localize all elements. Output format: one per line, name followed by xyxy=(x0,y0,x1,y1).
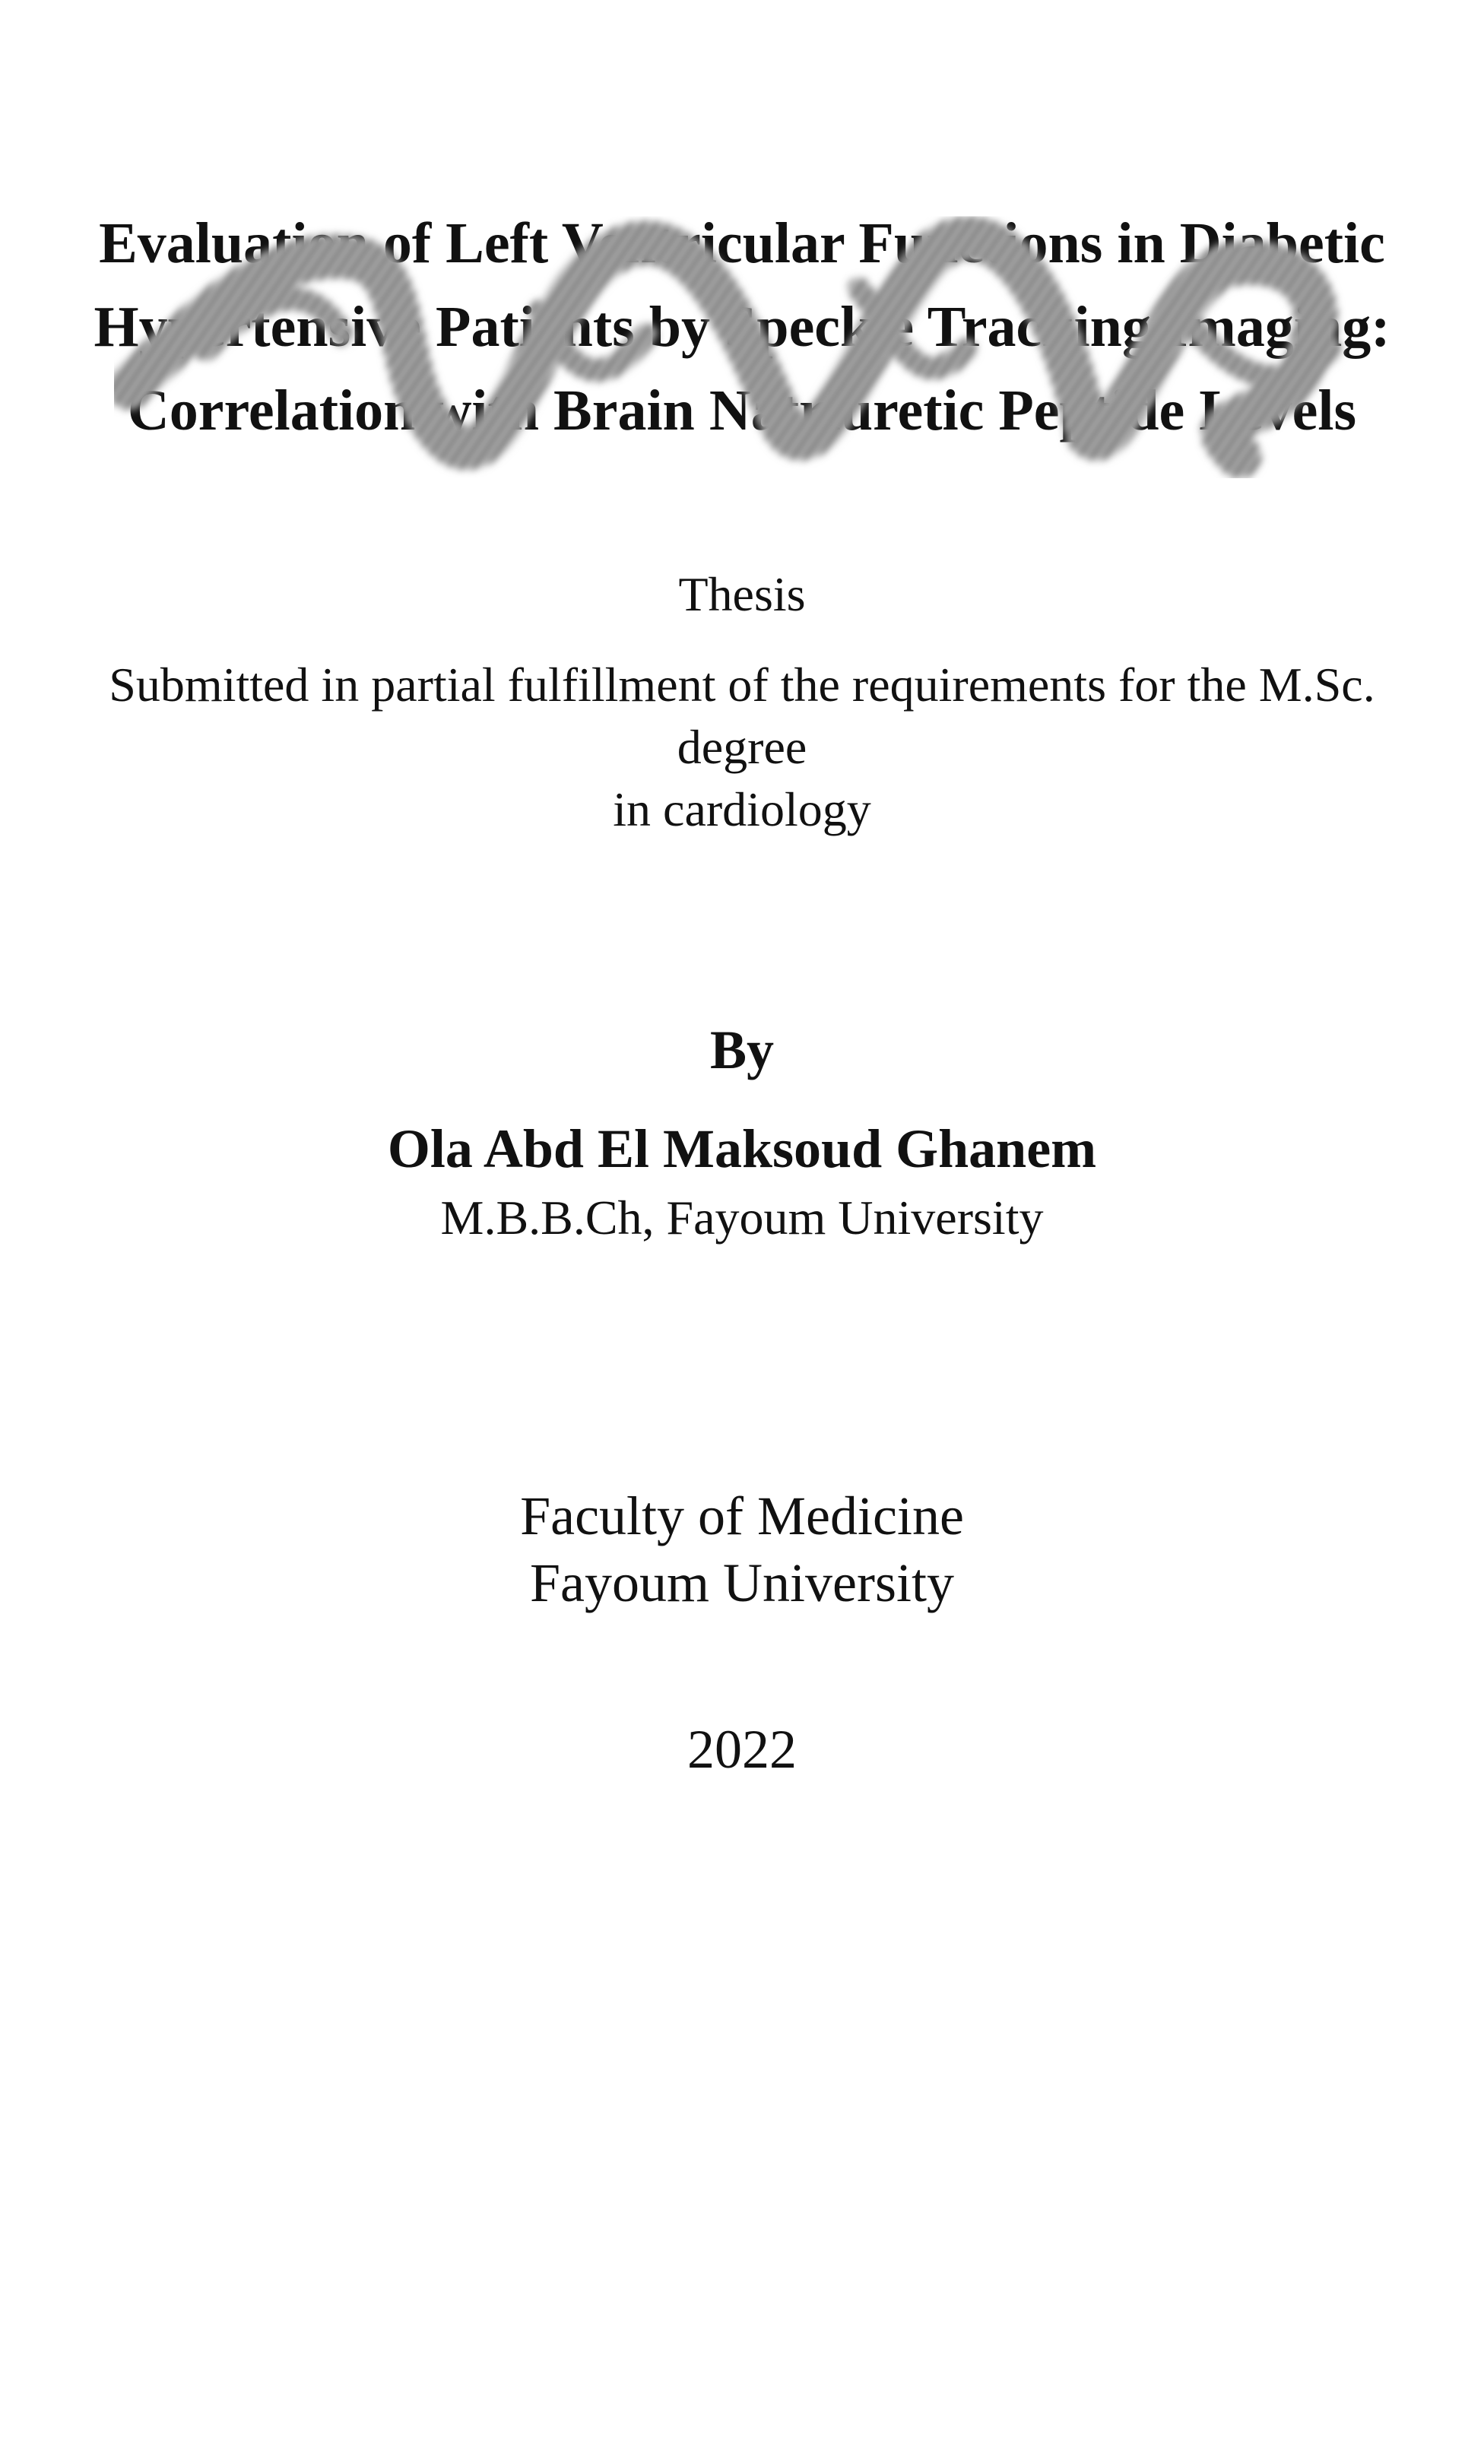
thesis-year: 2022 xyxy=(687,1719,797,1780)
thesis-label: Thesis xyxy=(678,567,806,621)
submission-line-2: in cardiology xyxy=(613,782,871,836)
submission-statement xyxy=(76,654,1408,841)
submission-line-1: Submitted in partial fulfillment of the requirements for the M.Sc. degree xyxy=(109,658,1375,774)
title-line-3: Correlation with Brain Natriuretic Peptide Levels xyxy=(127,379,1357,442)
title-line-2: Hypertensive Patients by Speckle Tracking Imaging: xyxy=(94,295,1390,359)
author-name: Ola Abd El Maksoud Ghanem xyxy=(387,1118,1097,1179)
author-degree: M.B.B.Ch, Fayoum University xyxy=(440,1191,1044,1245)
thesis-title xyxy=(68,201,1416,452)
institution-block xyxy=(0,1483,1484,1616)
title-line-1: Evaluation of Left Ventricular Functions in Diabetic xyxy=(99,211,1385,275)
faculty-name: Faculty of Medicine xyxy=(520,1486,964,1546)
by-label: By xyxy=(709,1020,775,1080)
university-name: Fayoum University xyxy=(530,1552,954,1613)
